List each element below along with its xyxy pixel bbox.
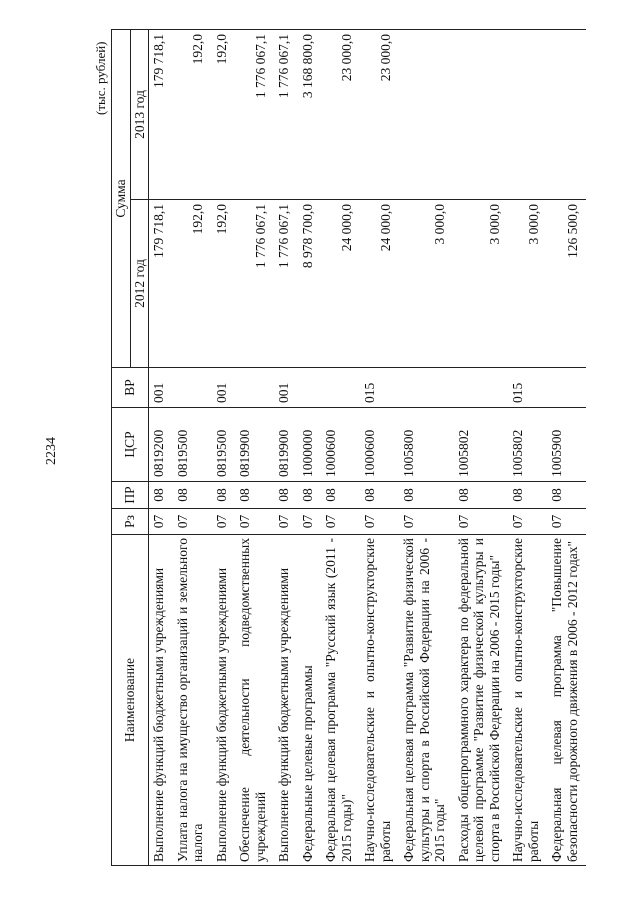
table-row bbox=[173, 29, 212, 865]
row-vr: 015 bbox=[508, 368, 547, 408]
row-pr: 08 bbox=[235, 482, 274, 509]
row-vr: 001 bbox=[274, 368, 298, 408]
row-rz: 07 bbox=[454, 509, 509, 535]
row-2012: 3 000,0 bbox=[454, 200, 509, 368]
row-csr: 1000600 bbox=[321, 408, 360, 482]
row-rz: 07 bbox=[321, 509, 360, 535]
row-vr bbox=[298, 368, 322, 408]
row-rz: 07 bbox=[508, 509, 547, 535]
row-csr: 1005800 bbox=[399, 408, 454, 482]
row-name: Федеральные целевые программы bbox=[298, 535, 322, 866]
row-name: Обеспечение деятельности подведомственных учреждений bbox=[235, 535, 274, 866]
table-row bbox=[149, 29, 173, 865]
header-sum: Сумма bbox=[112, 29, 131, 367]
row-csr: 0819200 bbox=[149, 408, 173, 482]
row-2013: 1 776 067,1 bbox=[235, 29, 274, 199]
units-caption: (тыс. рублей) bbox=[93, 41, 108, 115]
row-csr: 1005802 bbox=[454, 408, 509, 482]
table-row bbox=[274, 29, 298, 865]
row-2013: 192,0 bbox=[173, 29, 212, 199]
row-2012: 179 718,1 bbox=[149, 200, 173, 368]
row-pr: 08 bbox=[360, 482, 399, 509]
row-2012: 24 000,0 bbox=[360, 200, 399, 368]
table-row bbox=[508, 29, 547, 865]
row-name: Выполнение функций бюджетными учреждениями bbox=[149, 535, 173, 866]
row-pr: 08 bbox=[321, 482, 360, 509]
row-name: Расходы общепрограммного характера по федеральной целевой программе "Развитие физической культуры и спорта в Российской Федерации на 2006 - 2015 годы" bbox=[454, 535, 509, 866]
row-csr: 0819900 bbox=[235, 408, 274, 482]
row-2012: 24 000,0 bbox=[321, 200, 360, 368]
row-pr: 08 bbox=[173, 482, 212, 509]
row-csr: 0819900 bbox=[274, 408, 298, 482]
header-name: Наименование bbox=[112, 535, 149, 866]
table-row bbox=[360, 29, 399, 865]
row-2013: 23 000,0 bbox=[321, 29, 360, 199]
row-vr bbox=[235, 368, 274, 408]
row-pr: 08 bbox=[274, 482, 298, 509]
row-2013 bbox=[508, 29, 547, 199]
row-2013 bbox=[399, 29, 454, 199]
table-row bbox=[454, 29, 509, 865]
row-vr: 001 bbox=[212, 368, 236, 408]
row-pr: 08 bbox=[399, 482, 454, 509]
row-pr: 08 bbox=[298, 482, 322, 509]
header-csr: ЦСР bbox=[112, 408, 149, 482]
row-2012: 1 776 067,1 bbox=[235, 200, 274, 368]
row-vr bbox=[173, 368, 212, 408]
row-name: Федеральная целевая программа "Повышение безопасности дорожного движения в 2006 - 2012 годах" bbox=[547, 535, 586, 866]
row-rz: 07 bbox=[274, 509, 298, 535]
row-pr: 08 bbox=[508, 482, 547, 509]
row-pr: 08 bbox=[149, 482, 173, 509]
row-2013 bbox=[547, 29, 586, 199]
row-name: Федеральная целевая программа "Русский язык (2011 - 2015 годы)" bbox=[321, 535, 360, 866]
row-rz: 07 bbox=[547, 509, 586, 535]
row-pr: 08 bbox=[454, 482, 509, 509]
row-2012: 3 000,0 bbox=[399, 200, 454, 368]
row-csr: 0819500 bbox=[212, 408, 236, 482]
row-2013: 23 000,0 bbox=[360, 29, 399, 199]
header-rz: Рз bbox=[112, 509, 149, 535]
row-vr bbox=[399, 368, 454, 408]
row-2012: 192,0 bbox=[173, 200, 212, 368]
row-rz: 07 bbox=[235, 509, 274, 535]
header-vr: ВР bbox=[112, 368, 149, 408]
budget-table bbox=[111, 29, 586, 866]
page-number: 2234 bbox=[44, 437, 59, 465]
table-row bbox=[212, 29, 236, 865]
row-name: Научно-исследовательские и опытно-конструкторские работы bbox=[360, 535, 399, 866]
row-rz: 07 bbox=[360, 509, 399, 535]
row-csr: 1005802 bbox=[508, 408, 547, 482]
table-row bbox=[321, 29, 360, 865]
row-rz: 07 bbox=[212, 509, 236, 535]
header-2012: 2012 год bbox=[130, 200, 149, 368]
row-2013: 192,0 bbox=[212, 29, 236, 199]
table-row bbox=[235, 29, 274, 865]
row-csr: 1005900 bbox=[547, 408, 586, 482]
row-2012: 1 776 067,1 bbox=[274, 200, 298, 368]
header-2013: 2013 год bbox=[130, 29, 149, 199]
row-2013: 1 776 067,1 bbox=[274, 29, 298, 199]
row-rz: 07 bbox=[149, 509, 173, 535]
table-row bbox=[298, 29, 322, 865]
row-vr bbox=[321, 368, 360, 408]
row-csr: 1000600 bbox=[360, 408, 399, 482]
row-vr bbox=[454, 368, 509, 408]
table-row bbox=[547, 29, 586, 865]
row-name: Выполнение функций бюджетными учреждениями bbox=[212, 535, 236, 866]
row-2013: 3 168 800,0 bbox=[298, 29, 322, 199]
row-2012: 126 500,0 bbox=[547, 200, 586, 368]
row-csr: 0819500 bbox=[173, 408, 212, 482]
row-name: Выполнение функций бюджетными учреждениями bbox=[274, 535, 298, 866]
row-vr bbox=[547, 368, 586, 408]
row-vr: 001 bbox=[149, 368, 173, 408]
row-rz: 07 bbox=[298, 509, 322, 535]
row-vr: 015 bbox=[360, 368, 399, 408]
row-name: Федеральная целевая программа "Развитие физической культуры и спорта в Российской Федерации на 2006 - 2015 годы" bbox=[399, 535, 454, 866]
row-2012: 192,0 bbox=[212, 200, 236, 368]
row-2013: 179 718,1 bbox=[149, 29, 173, 199]
row-name: Уплата налога на имущество организаций и земельного налога bbox=[173, 535, 212, 866]
row-2012: 8 978 700,0 bbox=[298, 200, 322, 368]
row-rz: 07 bbox=[399, 509, 454, 535]
row-name: Научно-исследовательские и опытно-конструкторские работы bbox=[508, 535, 547, 866]
row-pr: 08 bbox=[547, 482, 586, 509]
row-pr: 08 bbox=[212, 482, 236, 509]
table-row bbox=[399, 29, 454, 865]
row-2013 bbox=[454, 29, 509, 199]
row-rz: 07 bbox=[173, 509, 212, 535]
row-2012: 3 000,0 bbox=[508, 200, 547, 368]
header-pr: ПР bbox=[112, 482, 149, 509]
row-csr: 1000000 bbox=[298, 408, 322, 482]
